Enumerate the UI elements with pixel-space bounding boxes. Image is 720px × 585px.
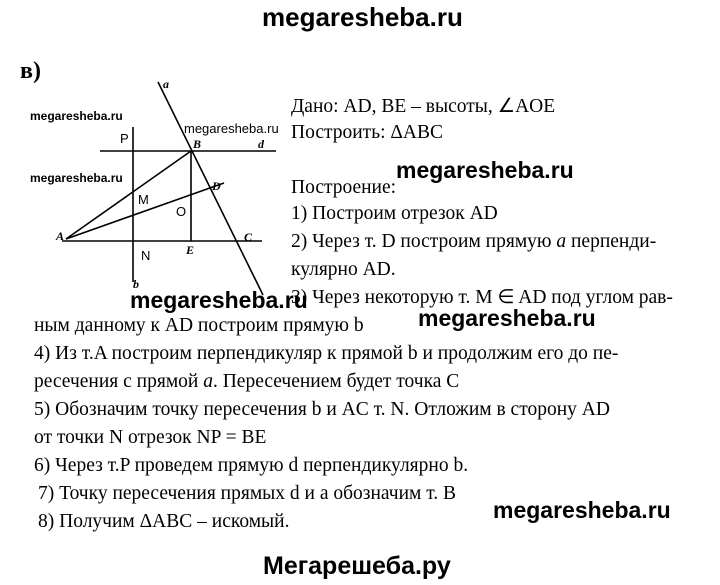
label-E: E bbox=[186, 243, 195, 257]
label-O: O bbox=[176, 204, 187, 219]
segment-ab bbox=[66, 151, 191, 239]
watermark-large-1: megaresheba.ru bbox=[396, 157, 574, 183]
label-M: M bbox=[138, 192, 149, 207]
step-3-line-2: ным данному к AD построим прямую b bbox=[34, 315, 364, 336]
step-4-text-a: ресечения с прямой bbox=[34, 371, 204, 392]
label-b: b bbox=[133, 277, 139, 291]
label-A: A bbox=[56, 229, 65, 243]
step-6: 6) Через т.P проведем прямую d перпендикулярно b. bbox=[34, 455, 469, 476]
label-P: P bbox=[120, 131, 129, 146]
label-a: a bbox=[163, 77, 169, 91]
step-4-line-1: 4) Из т.A построим перпендикуляр к прямой b и продолжим его до пе- bbox=[34, 343, 619, 364]
watermark-large-3: megaresheba.ru bbox=[418, 305, 596, 331]
watermark-small-2: megaresheba.ru bbox=[30, 171, 123, 185]
label-d: d bbox=[258, 137, 264, 151]
step-2-line-1 bbox=[291, 230, 656, 254]
step-4-var-a: a bbox=[203, 371, 213, 392]
step-2-text-a: 2) Через т. D построим прямую bbox=[291, 231, 557, 252]
header-site-title: megaresheba.ru bbox=[262, 2, 463, 32]
step-2-text-b: перпенди- bbox=[566, 231, 657, 252]
step-2-var-a: a bbox=[556, 231, 567, 252]
step-8: 8) Получим ΔABC – искомый. bbox=[38, 511, 290, 532]
step-4-text-b: . Пересечением будет точка C bbox=[212, 371, 460, 392]
watermark-large-2: megaresheba.ru bbox=[130, 287, 308, 313]
geometry-figure bbox=[0, 70, 290, 300]
step-7: 7) Точку пересечения прямых d и a обозначим т. B bbox=[38, 483, 457, 504]
step-5-line-1: 5) Обозначим точку пересечения b и AC т. N. Отложим в сторону AD bbox=[34, 399, 610, 420]
label-C: C bbox=[244, 230, 253, 244]
part-label: в) bbox=[20, 58, 41, 84]
label-B: B bbox=[193, 137, 202, 151]
step-3-line-1: 3) Через некоторую т. M ∈ AD под углом рав- bbox=[291, 287, 673, 308]
footer-site-title: Мегарешеба.ру bbox=[263, 552, 451, 580]
given-line: Дано: AD, BE – высоты, ∠AOE bbox=[291, 96, 556, 117]
step-4-line-2 bbox=[34, 370, 459, 394]
label-N: N bbox=[141, 248, 151, 263]
construction-title: Построение: bbox=[291, 177, 397, 198]
step-5-line-2: от точки N отрезок NP = BE bbox=[34, 427, 267, 448]
construct-line: Построить: ΔABC bbox=[291, 122, 444, 143]
label-D: D bbox=[212, 179, 221, 193]
watermark-large-4: megaresheba.ru bbox=[493, 497, 671, 523]
watermark-small-1: megaresheba.ru bbox=[30, 109, 123, 123]
watermark-small-3: megaresheba.ru bbox=[184, 121, 279, 136]
step-2-line-2: кулярно AD. bbox=[291, 259, 396, 280]
step-1: 1) Построим отрезок AD bbox=[291, 203, 498, 224]
